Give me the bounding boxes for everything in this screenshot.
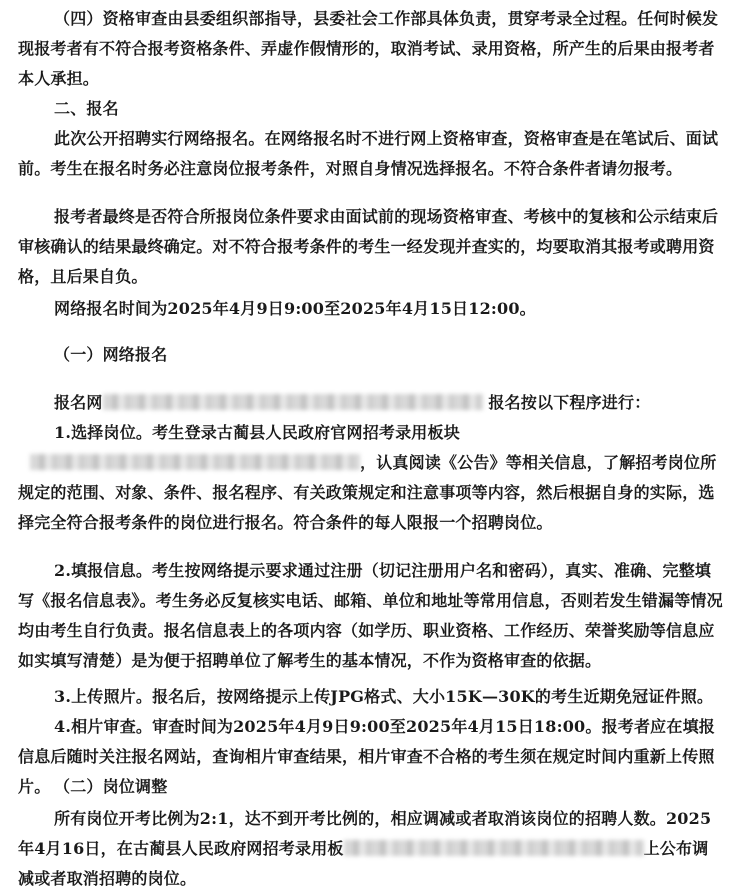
paragraph-qualification-review: （四）资格审查由县委组织部指导，县委社会工作部具体负责，贯穿考录全过程。任何时候发现报考者有不符合报考资格条件、弄虚作假情形的，取消考试、录用资格，所产生的后果由报考者本人承担。 [18,9,719,88]
step1-body-text: ，认真阅读《公告》等相关信息，了解招考岗位所规定的范围、对象、条件、报名程序、有关政策规定和注意事项等内容，然后根据自身的实际，选择完全符合报考条件的岗位进行报名。符合条件的每人限报一个招聘岗位。 [18,453,717,532]
paragraph-position-adjust [18,804,724,894]
paragraph-step3: 3.上传照片。报名后，按网络提示上传JPG格式、大小15K—30K的考生近期免冠证件照。 [54,687,714,706]
redacted-url [30,454,360,470]
paragraph-signup-time: 网络报名时间为2025年4月9日9:00至2025年4月15日12:00。 [54,299,536,318]
website-procedure-text: 报名按以下程序进行： [488,393,651,412]
paragraph-final-qualification: 报考者最终是否符合所报岗位条件要求由面试前的现场资格审查、考核中的复核和公示结束后审核确认的结果最终确定。对不符合报考条件的考生一经发现并查实的，均要取消其报考或聘用资格，且后果自负。 [18,207,719,286]
redacted-url [344,840,644,856]
section-heading-signup: 二、报名 [54,99,119,118]
paragraph-online-signup: 此次公开招聘实行网络报名。在网络报名时不进行网上资格审查，资格审查是在笔试后、面试前。考生在报名时务必注意岗位报考条件，对照自身情况选择报名。不符合条件者请勿报考。 [18,129,719,178]
paragraph-step4: 4.相片审查。审查时间为2025年4月9日9:00至2025年4月15日18:00。报考者应在填报信息后随时关注报名网站，查询相片审查结果，相片审查不合格的考生须在规定时间内重新上传照片。 [18,717,715,796]
paragraph-step2: 2.填报信息。考生按网络提示要求通过注册（切记注册用户名和密码），真实、准确、完整填写《报名信息表》。考生务必反复核实电话、邮箱、单位和地址等常用信息，否则若发生错漏等情况均由考生自行负责。报名信息表上的各项内容（如学历、职业资格、工作经历、荣誉奖励等信息应如实填写清楚）是为便于招聘单位了解考生的基本情况，不作为资格审查的依据。 [18,561,723,670]
subsection-heading-position-adjust: （二）岗位调整 [54,777,168,796]
paragraph-step1-title: 1.选择岗位。考生登录古蔺县人民政府官网招考录用板块 [54,423,460,442]
adjust-text-b: 上公布调减或者取消招聘的岗位。 [18,839,709,888]
adjust-text-a: 所有岗位开考比例为2:1，达不到开考比例的，相应调减或者取消该岗位的招聘人数。2025年4月16日，在古蔺县人民政府网招考录用板 [18,809,712,858]
paragraph-step1-body [18,448,724,538]
paragraph-signup-website [18,388,724,418]
website-label: 报名网 [54,393,103,412]
subsection-heading-online-signup: （一）网络报名 [54,345,168,364]
redacted-url [103,394,483,410]
